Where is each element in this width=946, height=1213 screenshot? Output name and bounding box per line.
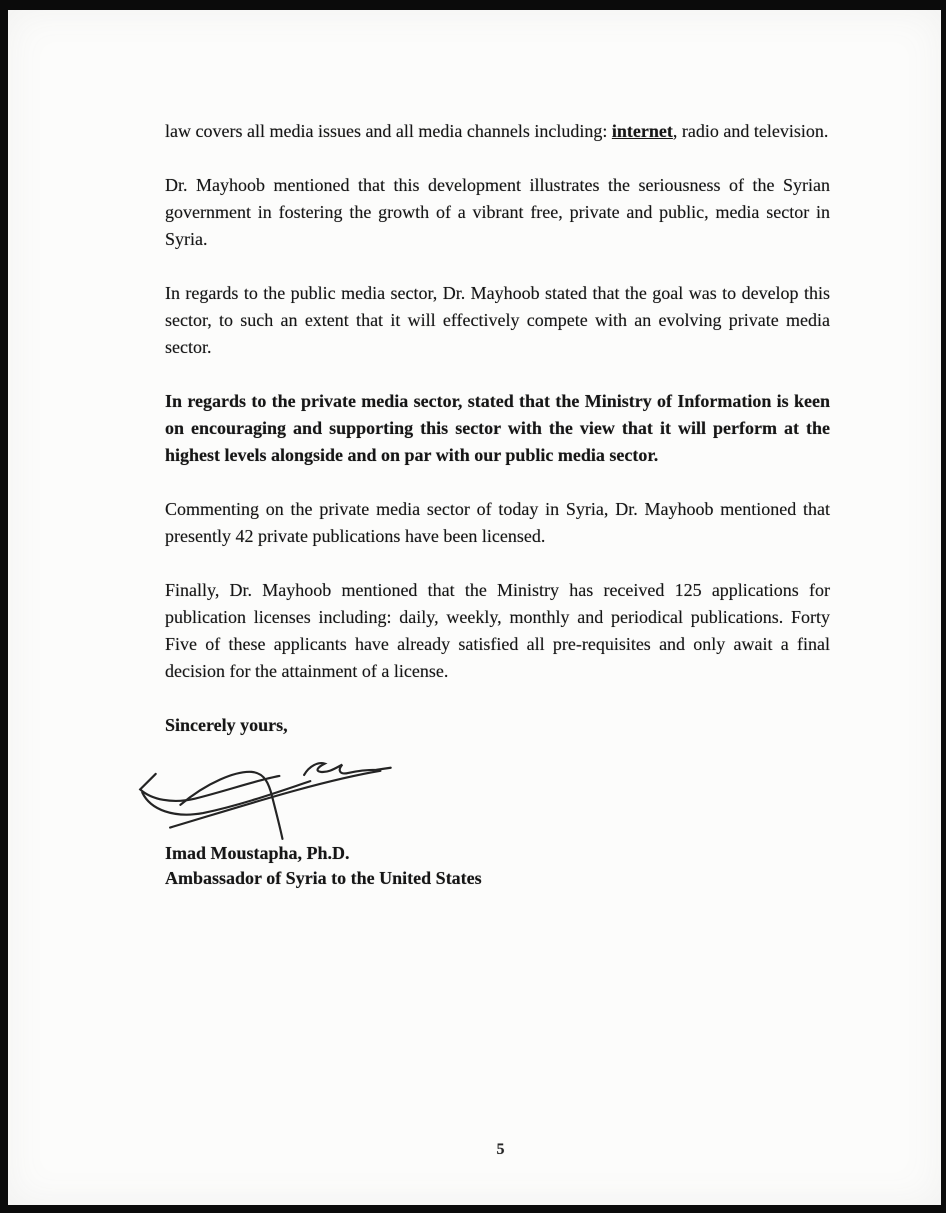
letter-body [165, 118, 830, 891]
paragraph-media-law [165, 118, 830, 145]
signer-name: Imad Moustapha, Ph.D. [165, 843, 350, 863]
page-number: 5 [496, 1141, 505, 1158]
paragraph-applications: Finally, Dr. Mayhoob mentioned that the Ministry has received 125 applications for publication licenses including: daily, weekly, monthly and periodical publications. Forty Five of these applicants have already satisfied all pre-requisites and only await a final decision for the attainment of a license. [165, 580, 830, 681]
signature [133, 745, 830, 841]
internet-emphasis: internet [611, 121, 673, 141]
letter-page [8, 10, 941, 1205]
paragraph-private-media-bold: In regards to the private media sector, stated that the Ministry of Information is keen on encouraging and supporting this sector with the view that it will perform at the highest levels alongside and on par with our public media sector. [165, 391, 830, 465]
closing-salutation: Sincerely yours, [165, 715, 288, 735]
paragraph-media-law-suffix: , radio and television. [672, 121, 829, 141]
paragraph-licensed-publications: Commenting on the private media sector of today in Syria, Dr. Mayhoob mentioned that presently 42 private publications have been licensed. [165, 499, 830, 546]
paragraph-media-law-prefix: law covers all media issues and all media channels including: [165, 121, 612, 141]
signature-handwriting-icon [133, 745, 401, 841]
signer-title: Ambassador of Syria to the United States [165, 868, 482, 888]
paragraph-public-media: In regards to the public media sector, Dr. Mayhoob stated that the goal was to develop this sector, to such an extent that it will effectively compete with an evolving private media sector. [165, 283, 830, 357]
paragraph-development: Dr. Mayhoob mentioned that this development illustrates the seriousness of the Syrian government in fostering the growth of a vibrant free, private and public, media sector in Syria. [165, 175, 830, 249]
